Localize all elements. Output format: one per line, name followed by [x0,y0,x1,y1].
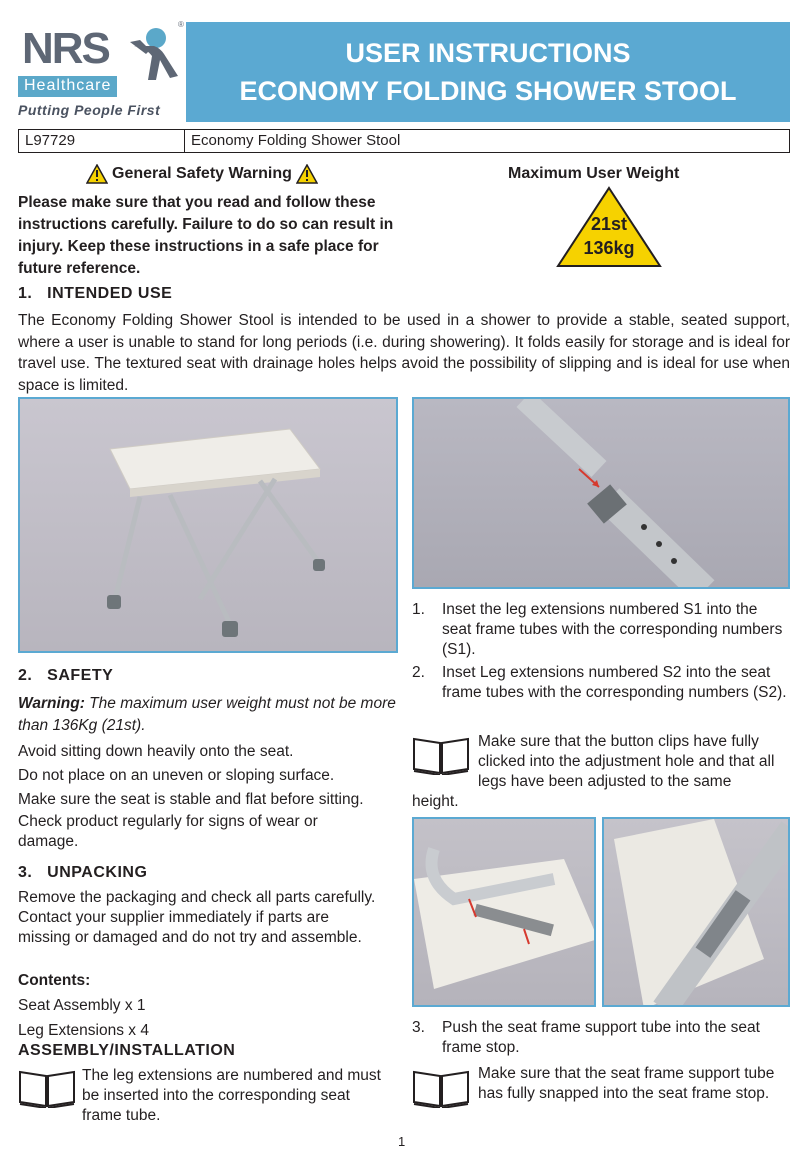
product-name: Economy Folding Shower Stool [191,132,401,149]
registered-mark: ® [178,20,184,29]
assembly-heading: ASSEMBLY/INSTALLATION [18,1042,236,1059]
general-safety-warning-heading [86,164,318,184]
step-number: 3. [412,1019,425,1036]
warning-body: Please make sure that you read and follow these instructions carefully. Failure to do so can result in injury. Keep these instructions in a safe place for future reference. [18,194,394,277]
step-text: Inset Leg extensions numbered S2 into the seat frame tubes with the corresponding numbers (S2). [442,664,787,701]
step-number: 2. [412,664,425,681]
safety-lines [18,740,403,852]
contents-item: Leg Extensions x 4 [18,1022,149,1039]
contents-label: Contents: [18,972,91,989]
page-number: 1 [398,1134,406,1149]
unpacking-body: Remove the packaging and check all parts carefully. Contact your supplier immediately if parts are missing or damaged and do not try and assemble. [18,889,376,946]
banner-line-2: ECONOMY FOLDING SHOWER STOOL [239,76,737,106]
contents-list [18,993,149,1043]
step-item [412,1018,790,1058]
leg-extension-photo [412,397,790,589]
safety-warning [18,693,398,736]
step-item [412,663,790,703]
steps-list [412,600,790,706]
safety-line: Avoid sitting down heavily onto the seat. [18,743,294,760]
nrs-healthcare-logo [18,22,186,122]
banner-line-1: USER INSTRUCTIONS [345,38,631,68]
note-button-clips: Make sure that the button clips have fully clicked into the adjustment hole and that all legs have been adjusted to the same [478,733,775,790]
contents-item: Seat Assembly x 1 [18,997,146,1014]
logo-tagline: Putting People First [18,102,161,118]
safety-warning-label: Warning: [18,695,85,712]
product-code: L97729 [19,130,185,152]
note-button-clips-tail: height. [412,793,459,810]
safety-line: Check product regularly for signs of wear or damage. [18,813,318,850]
note-seat-frame-snap: Make sure that the seat frame support tube has fully snapped into the seat frame stop. [478,1065,775,1102]
seat-frame-photo-1 [412,817,596,1007]
title-banner [186,22,790,122]
read-instructions-book-icon [412,735,470,775]
max-weight-st: 21st [590,214,628,234]
seat-frame-photo-2 [602,817,790,1007]
intended-use-body: The Economy Folding Shower Stool is intended to be used in a shower to provide a stable, seated support, where a user is unable to stand for long periods (i.e. during showering). It folds easily for storage and is ideal for travel use. The textured seat with drainage holes helps avoid the possibility of slipping and is ideal for use when space is limited. [18,312,790,394]
max-weight-badge [556,186,662,268]
note-leg-extensions: The leg extensions are numbered and must be inserted into the corresponding seat frame tube. [82,1067,381,1124]
safety-warning-text: The maximum user weight must not be more than 136Kg (21st). [18,695,396,734]
unpacking-heading: 3. UNPACKING [18,864,148,881]
step-3 [412,1018,790,1061]
logo-healthcare: Healthcare [18,76,117,97]
safety-line: Make sure the seat is stable and flat before sitting. [18,791,364,808]
step-number: 1. [412,601,425,618]
warning-heading-text: General Safety Warning [112,165,292,182]
max-weight-heading: Maximum User Weight [508,165,680,182]
read-instructions-book-icon [412,1068,470,1108]
read-instructions-book-icon [18,1068,76,1108]
step-text: Inset the leg extensions numbered S1 into the seat frame tubes with the corresponding numbers (S1). [442,601,783,658]
logo-figure-icon [126,26,180,82]
logo-brand: NRS [22,24,109,73]
step-item [412,600,790,660]
warning-triangle-icon [86,164,108,184]
step-text: Push the seat frame support tube into the seat frame stop. [442,1019,760,1056]
warning-triangle-icon [296,164,318,184]
stool-photo [18,397,398,653]
safety-line: Do not place on an uneven or sloping surface. [18,767,335,784]
product-id-table [18,129,790,153]
safety-heading: 2. SAFETY [18,667,114,684]
max-weight-kg: 136kg [583,238,635,258]
intended-use-heading: 1. INTENDED USE [18,285,173,302]
